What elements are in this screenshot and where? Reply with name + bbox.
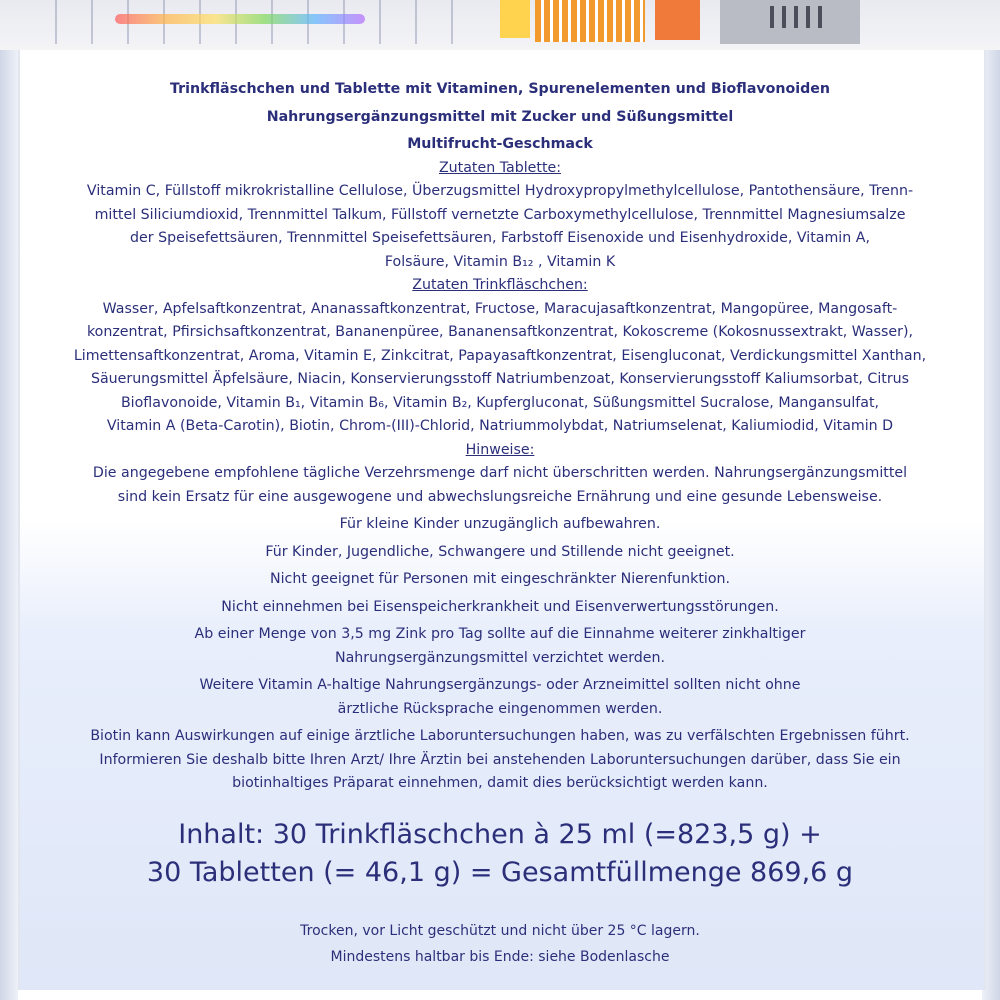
notes-heading: Hinweise: bbox=[465, 441, 535, 458]
drink-ingredients-line: Wasser, Apfelsaftkonzentrat, Ananassaftkonzentrat, Fructose, Maracujasaftkonzentrat, Mangopüree, Mangosaft- bbox=[102, 300, 898, 317]
tablet-ingredients-heading: Zutaten Tablette: bbox=[438, 159, 562, 176]
note-line: Für kleine Kinder unzugänglich aufbewahren. bbox=[339, 516, 661, 532]
flap-dark-marks bbox=[770, 6, 830, 28]
flap-orange-stripes bbox=[535, 0, 645, 42]
note-line: sind kein Ersatz für eine ausgewogene und abwechslungsreiche Ernährung und eine gesunde Lebensweise. bbox=[117, 488, 883, 505]
note-line: Biotin kann Auswirkungen auf einige ärztliche Laboruntersuchungen haben, was zu verfälschten Ergebnissen führt. bbox=[90, 728, 910, 744]
drink-ingredients-line: Vitamin A (Beta-Carotin), Biotin, Chrom-(III)-Chlorid, Natriummolybdat, Natriumselenat, Kaliumiodid, Vitamin D bbox=[106, 418, 894, 434]
product-category: Nahrungsergänzungsmittel mit Zucker und Süßungsmittel bbox=[266, 108, 734, 125]
note-line: biotinhaltiges Präparat einnehmen, damit dies berücksichtigt werden kann. bbox=[232, 775, 768, 791]
flap-color-band bbox=[115, 14, 365, 24]
product-flavor: Multifrucht-Geschmack bbox=[407, 136, 593, 152]
drink-ingredients-line: Bioflavonoide, Vitamin B₁, Vitamin B₆, Vitamin B₂, Kupfergluconat, Süßungsmittel Sucralose, Mangansulfat, bbox=[120, 394, 880, 411]
note-line: Die angegebene empfohlene tägliche Verzehrsmenge darf nicht überschritten werden. Nahrungsergänzungsmittel bbox=[92, 465, 908, 481]
contents-line: 30 Tabletten (= 46,1 g) = Gesamtfüllmenge 869,6 g bbox=[146, 856, 854, 888]
drink-ingredients-line: Säuerungsmittel Äpfelsäure, Niacin, Konservierungsstoff Natriumbenzoat, Konservierungsstoff Kaliumsorbat, Citrus bbox=[90, 371, 910, 387]
tablet-ingredients-line: mittel Siliciumdioxid, Trennmittel Talkum, Füllstoff vernetzte Carboxymethylcellulose, Trennmittel Magnesiumsalze bbox=[94, 206, 906, 223]
note-line: Informieren Sie deshalb bitte Ihren Arzt/ Ihre Ärztin bei anstehenden Laboruntersuchungen darüber, dass Sie ein bbox=[99, 751, 901, 768]
product-description: Trinkfläschchen und Tablette mit Vitaminen, Spurenelementen und Bioflavonoiden bbox=[170, 81, 830, 97]
note-line: Ab einer Menge von 3,5 mg Zink pro Tag sollte auf die Einnahme weiterer zinkhaltiger bbox=[194, 626, 806, 642]
note-line: Für Kinder, Jugendliche, Schwangere und Stillende nicht geeignet. bbox=[265, 543, 735, 560]
flap-orange-block bbox=[500, 0, 530, 38]
note-line: Weitere Vitamin A-haltige Nahrungsergänzungs- oder Arzneimittel sollten nicht ohne bbox=[199, 677, 801, 693]
drink-ingredients-line: Limettensaftkonzentrat, Aroma, Vitamin E, Zinkcitrat, Papayasaftkonzentrat, Eisengluconat, Verdickungsmittel Xanthan, bbox=[73, 347, 927, 364]
note-line: Nahrungsergänzungsmittel verzichtet werden. bbox=[334, 649, 666, 666]
label-text bbox=[40, 78, 960, 970]
best-before-note: Mindestens haltbar bis Ende: siehe Bodenlasche bbox=[330, 948, 670, 965]
note-line: Nicht einnehmen bei Eisenspeicherkrankheit und Eisenverwertungsstörungen. bbox=[221, 598, 779, 615]
drink-ingredients-heading: Zutaten Trinkfläschchen: bbox=[412, 277, 588, 293]
tablet-ingredients-line: der Speisefettsäuren, Trennmittel Speisefettsäuren, Farbstoff Eisenoxide und Eisenhydroxide, Vitamin A, bbox=[130, 230, 870, 246]
tablet-ingredients-line: Vitamin C, Füllstoff mikrokristalline Cellulose, Überzugsmittel Hydroxypropylmethylcellulose, Pantothensäure, Trenn- bbox=[86, 183, 914, 199]
note-line: Nicht geeignet für Personen mit eingeschränkter Nierenfunktion. bbox=[269, 571, 731, 587]
storage-instructions: Trocken, vor Licht geschützt und nicht über 25 °C lagern. bbox=[300, 922, 700, 939]
contents-line: Inhalt: 30 Trinkfläschchen à 25 ml (=823,5 g) + bbox=[178, 818, 822, 850]
tablet-ingredients-line: Folsäure, Vitamin B₁₂ , Vitamin K bbox=[384, 253, 616, 270]
package-top-flap bbox=[0, 0, 1000, 50]
note-line: ärztliche Rücksprache eingenommen werden. bbox=[337, 700, 663, 717]
drink-ingredients-line: konzentrat, Pfirsichsaftkonzentrat, Bananenpüree, Bananensaftkonzentrat, Kokoscreme (Kokosnussextrakt, Wasser), bbox=[86, 324, 914, 340]
package-side-left bbox=[0, 50, 18, 1000]
flap-red-block bbox=[655, 0, 700, 40]
